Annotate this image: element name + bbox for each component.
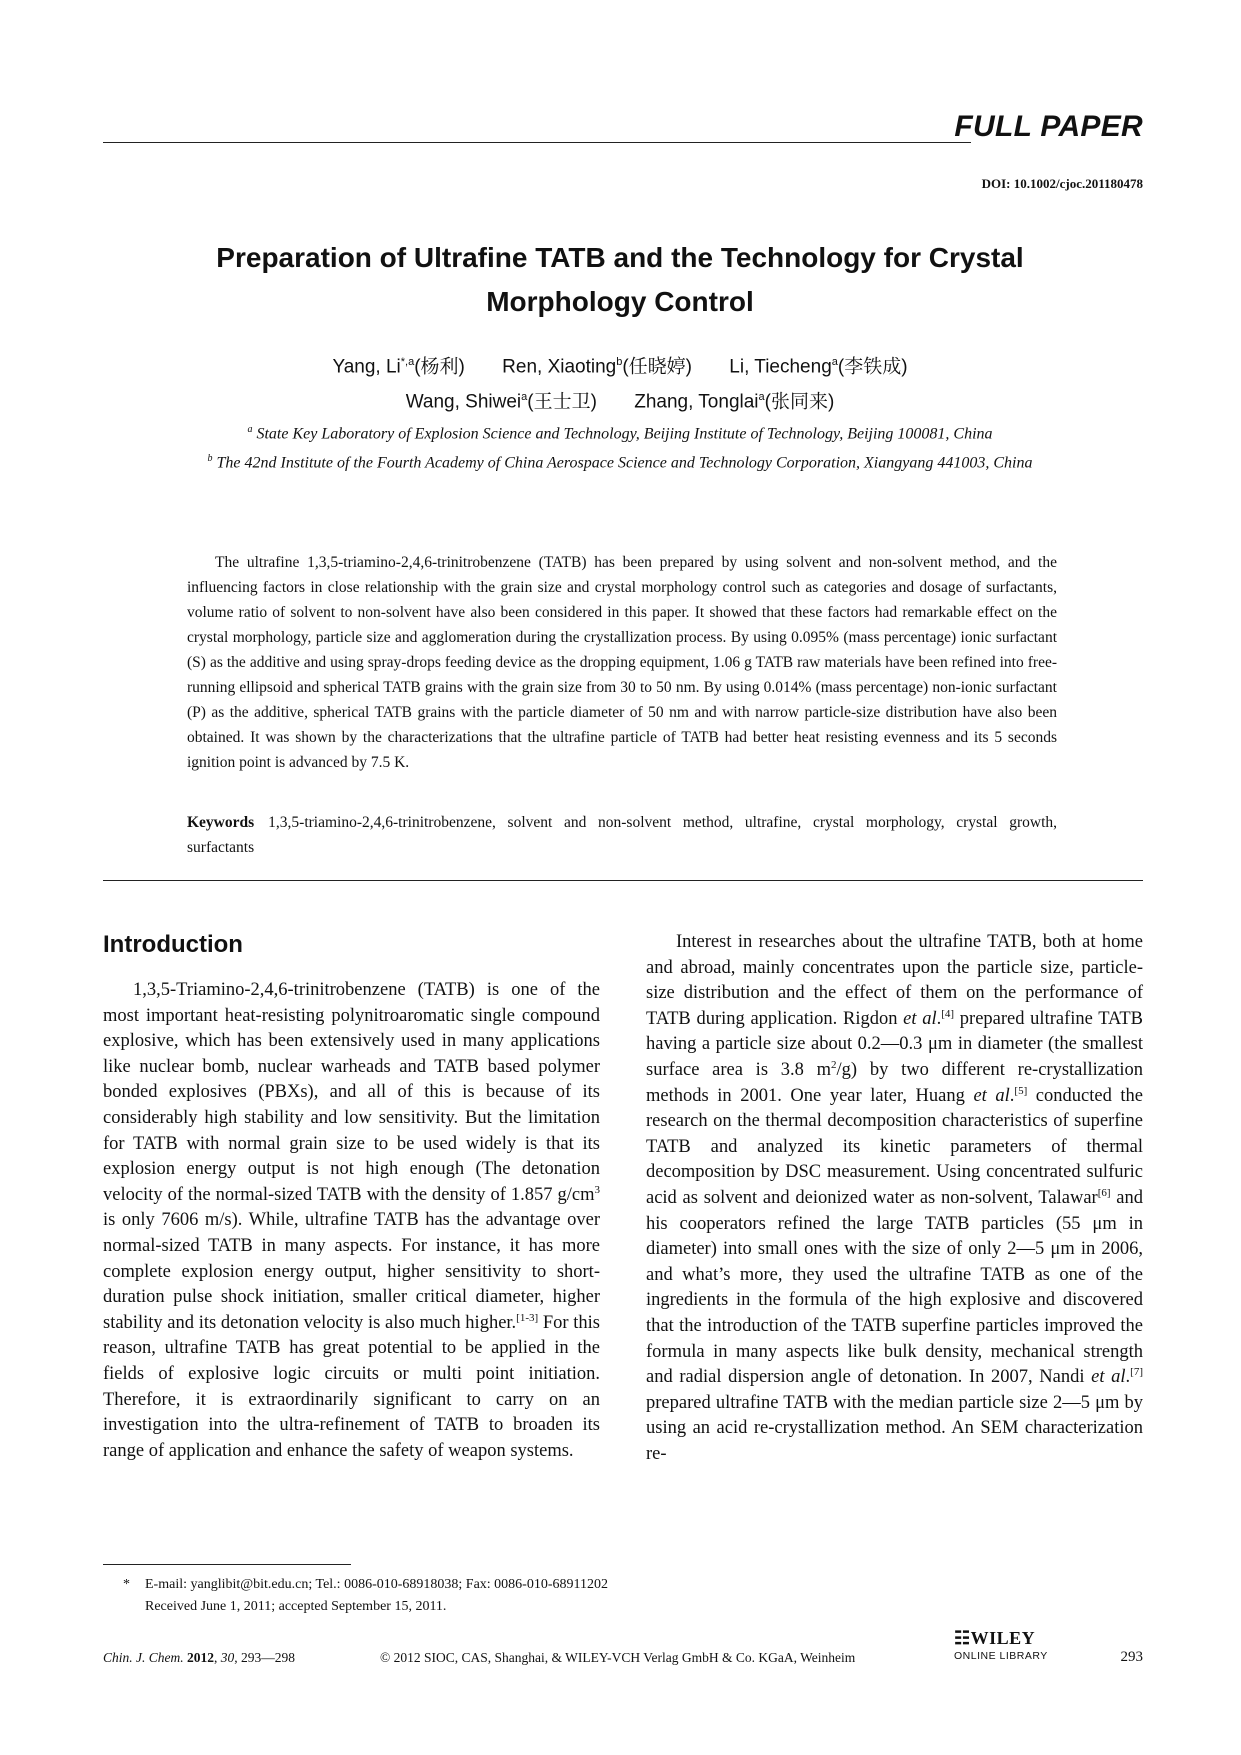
body-paragraph: Interest in researches about the ultrafine TATB, both at home and abroad, mainly concentrates upon the particle size, particle-size distribution and the effect of them on the performance of TATB during application. Rigdon et al.[4] prepared ultrafine TATB having a particle size about 0.2—0.3 μm in diameter (the smallest surface area is 3.8 $m^2/g$) by two different re-crystallization methods in 2001. One year later, Huang et al.[5] conducted the research on the thermal decomposition characteristics of superfine TATB and analyzed its kinetic parameters of thermal decomposition by DSC measurement. Using concentrated sulfuric acid as solvent and deionized water as non-solvent, Talawar[6] and his cooperators refined the large TATB particles (55 μm in diameter) into small ones with the size of only 2—5 μm in 2006, and what’s more, they used the ultrafine TATB as one of the ingredients in the formula of the high explosive and discovered that the introduction of the TATB superfine particles improved the formula in many aspects like bulk density, mechanical strength and radial dispersion angle of detonation. In 2007, Nandi et al.[7] prepared ultrafine TATB with the median particle size 2—5 μm by using an acid re-crystallization method. An SEM characterization re- [646,932,1144,1464]
citation: [4] [941,1007,955,1020]
affiliations [190,417,1050,476]
received-line: Received June 1, 2011; accepted September 15, 2011. [145,1599,447,1614]
author: Li, Tiecheng$^a$(李铁成) [729,356,908,378]
abstract: The ultrafine 1,3,5-triamino-2,4,6-trinitrobenzene (TATB) has been prepared by using solvent and non-solvent method, and the influencing factors in close relationship with the grain size and crystal morphology control such as categories and dosage of surfactants, volume ratio of solvent to non-solvent have also been considered in this paper. It showed that these factors had remarkable effect on the crystal morphology, particle size and agglomeration during the crystallization process. By using 0.095% (mass percentage) ionic surfactant (S) as the additive and using spray-drops feeding device as the dropping equipment, 1.06 g TATB raw materials have been refined into free-running ellipsoid and spherical TATB grains with the grain size from 30 to 50 nm. By using 0.014% (mass percentage) non-ionic surfactant (P) as the additive, spherical TATB grains with the particle diameter of 50 nm and with narrow particle-size distribution have also been obtained. It was shown by the characterizations that the ultrafine particle of TATB had better heat resisting evenness and its 5 seconds ignition point is advanced by 7.5 K. [187,554,1057,771]
running-header [103,110,1143,150]
copyright: © 2012 SIOC, CAS, Shanghai, & WILEY-VCH Verlag GmbH & Co. KGaA, Weinheim [380,1650,856,1665]
footnote-rule [103,1564,351,1565]
keywords [187,810,1057,860]
citation: [1-3] [516,1311,539,1324]
wiley-logo [954,1628,1064,1668]
header-rule [103,142,971,143]
affiliation: $^b$ The 42nd Institute of the Fourth Academy of China Aerospace Science and Technology Corporation, Xiangyang 441003, China [207,453,1033,472]
journal-citation: Chin. J. Chem. 2012, 30, 293—298 [103,1650,295,1665]
author: Yang, $Li^{*,a}$(杨利) [332,356,465,378]
left-column [103,930,600,1464]
citation: [7] [1130,1365,1143,1378]
keywords-text: 1,3,5-triamino-2,4,6-trinitrobenzene, solvent and non-solvent method, ultrafine, crystal morphology, crystal growth, surfactants [187,814,1057,856]
section-heading: Introduction [103,931,243,958]
affiliation: $^a$ State Key Laboratory of Explosion Science and Technology, Beijing Institute of Technology, Beijing 100081, China [247,424,993,443]
contact-line: E-mail: yanglibit@bit.edu.cn; Tel.: 0086-010-68918038; Fax: 0086-010-68911202 [145,1577,608,1592]
paper-title: Preparation of Ultrafine TATB and the Technology for Crystal Morphology Control [216,242,1024,317]
author: Ren, Xiaoting$^b$(任晓婷) [502,356,693,378]
author-list [150,347,1090,418]
wiley-sub: ONLINE LIBRARY [954,1650,1048,1662]
wiley-mark: ☷WILEY [954,1628,1036,1648]
footnote-star: * [123,1577,130,1592]
author: Zhang, Tonglai$^a$(张同来) [634,391,835,413]
abstract-rule [103,880,1143,881]
page-number: 293 [1120,1649,1143,1665]
intro-paragraph: 1,3,5-Triamino-2,4,6-trinitrobenzene (TATB) is one of the most important heat-resisting polynitroaromatic single compound explosive, which has been extensively used in many applications like nuclear bomb, nuclear warheads and TATB based polymer bonded explosives (PBXs), and all of this is because of its considerably high stability and low sensitivity. But the limitation for TATB with normal grain size to be used widely is that its explosion energy output is not high enough (The detonation velocity of the normal-sized TATB with the density of 1.857 $g/cm^3$ is only 7606 m/s). While, ultrafine TATB has the advantage over normal-sized TATB in many aspects. For instance, it has more complete explosion energy output, higher sensitivity to short-duration pulse shock initiation, smaller critical diameter, higher stability and its detonation velocity is also much higher.[1-3] For this reason, ultrafine TATB has great potential to be applied in the fields of explosive logic circuits or multi point initiation. Therefore, it is extraordinarily significant to carry on an investigation into the ultra-refinement of TATB to broaden its range of application and enhance the safety of weapon systems. [103,980,600,1461]
keywords-label: Keywords [187,814,255,831]
author: Wang, Shiwei$^a$(王士卫) [405,391,597,413]
citation: [5] [1014,1084,1028,1097]
section-label: FULL PAPER [954,110,1143,143]
doi: DOI: 10.1002/cjoc.201180478 [981,176,1143,191]
citation: [6] [1097,1186,1111,1199]
right-column [646,930,1143,1467]
footnote [123,1574,608,1618]
